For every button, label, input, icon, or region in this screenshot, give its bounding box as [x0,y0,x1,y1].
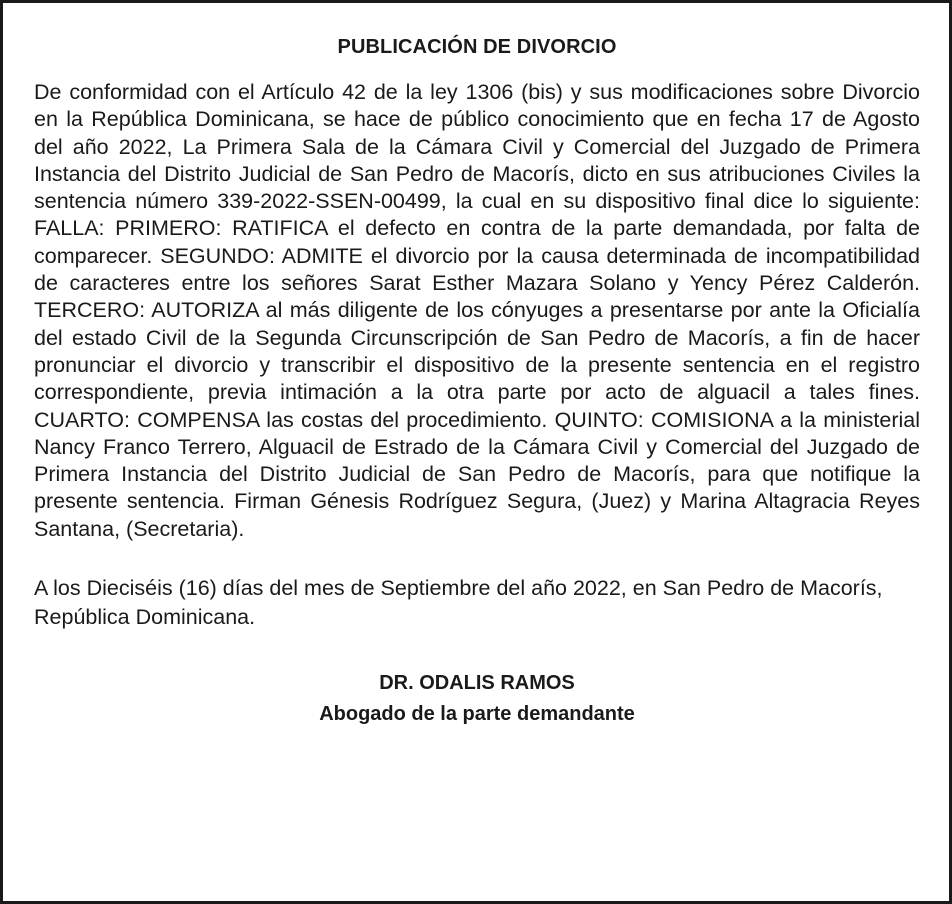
signature-block [34,668,920,730]
notice-date-line: A los Dieciséis (16) días del mes de Septiembre del año 2022, en San Pedro de Macorís, República Dominicana. [34,576,883,630]
notice-title: PUBLICACIÓN DE DIVORCIO [337,36,617,58]
notice-body: De conformidad con el Artículo 42 de la ley 1306 (bis) y sus modificaciones sobre Divorcio en la República Dominicana, se hace de público conocimiento que en fecha 17 de Agosto del año 2022, La Primera Sala de la Cámara Civil y Comercial del Juzgado de Primera Instancia del Distrito Judicial de San Pedro de Macorís, dicto en sus atribuciones Civiles la sentencia número 339-2022-SSEN-00499, la cual en su dispositivo final dice lo siguiente: FALLA: PRIMERO: RATIFICA el defecto en contra de la parte demandada, por falta de comparecer. SEGUNDO: ADMITE el divorcio por la causa determinada de incompatibilidad de caracteres entre los señores Sarat Esther Mazara Solano y Yency Pérez Calderón. TERCERO: AUTORIZA al más diligente de los cónyuges a presentarse por ante la Oficialía del estado Civil de la Segunda Circunscripción de San Pedro de Macorís, a fin de hacer pronunciar el divorcio y transcribir el dispositivo de la presente sentencia en el registro correspondiente, previa intimación a la otra parte por acto de alguacil a tales fines. CUARTO: COMPENSA las costas del procedimiento. QUINTO: COMISIONA a la ministerial Nancy Franco Terrero, Alguacil de Estrado de la Cámara Civil y Comercial del Juzgado de Primera Instancia del Distrito Judicial de San Pedro de Macorís, para que notifique la presente sentencia. Firman Génesis Rodríguez Segura, (Juez) y Marina Altagracia Reyes Santana, (Secretaria). [34,80,920,541]
signer-role: Abogado de la parte demandante [319,703,635,726]
signer-name: DR. ODALIS RAMOS [379,672,575,695]
